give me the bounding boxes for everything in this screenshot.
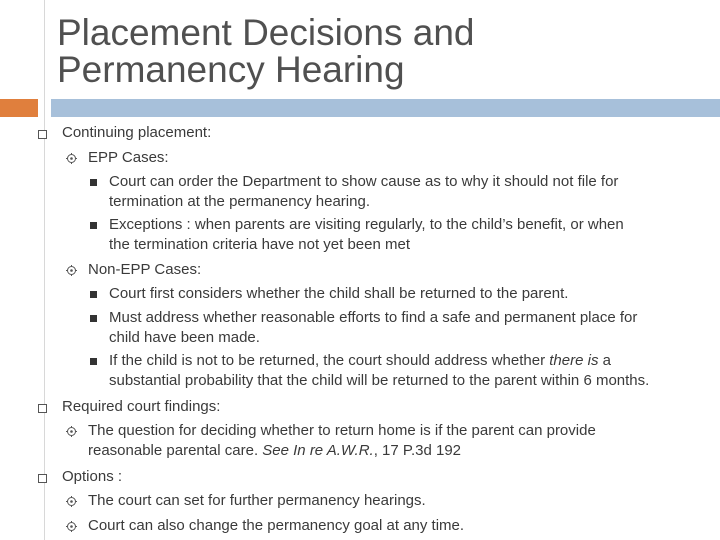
square-bullet-icon [38,474,47,483]
bullet-text-line-2: the termination criteria have not yet been met [109,236,410,253]
bullet-text-line-2: substantial probability that the child will be returned to the parent within 6 months. [109,372,650,389]
bullet-non-epp-cases [88,260,201,280]
bullet-text-line-2 [88,441,596,461]
text-segment: , 17 P.3d 192 [373,442,462,459]
bullet-text: EPP Cases: [88,149,169,166]
bullet-text-line-1: Must address whether reasonable efforts to find a safe and permanent place for [109,309,638,326]
filled-square-bullet-icon [90,315,97,322]
filled-square-bullet-icon [90,358,97,365]
bullet-text: Required court findings: [62,398,221,415]
emphasis-text: there is [549,352,599,369]
crosshair-bullet-icon [66,153,77,164]
filled-square-bullet-icon [90,222,97,229]
crosshair-bullet-icon [66,496,77,507]
bullet-nonepp-reasonable-efforts [109,308,637,348]
square-bullet-icon [38,404,47,413]
crosshair-bullet-icon [66,426,77,437]
bullet-text: Court first considers whether the child shall be returned to the parent. [109,285,569,302]
filled-square-bullet-icon [90,179,97,186]
bullet-text: The court can set for further permanency hearings. [88,492,426,509]
bullet-epp-show-cause [109,172,618,212]
filled-square-bullet-icon [90,291,97,298]
text-segment: If the child is not to be returned, the court should address whether [109,352,550,369]
bullet-further-hearings [88,491,426,511]
bullet-text-line-1: Exceptions : when parents are visiting regularly, to the child’s benefit, or when [109,216,624,233]
bullet-nonepp-probability [109,351,649,391]
case-citation: See In re A.W.R. [262,442,374,459]
bullet-text: Options : [62,468,123,485]
slide-title-line-1: Placement Decisions and [57,12,475,53]
bullet-text: Non-EPP Cases: [88,261,202,278]
bullet-nonepp-returned [109,284,568,304]
bullet-text: Continuing placement: [62,124,212,141]
bullet-epp-cases [88,148,169,168]
text-segment: reasonable parental care. [88,442,263,459]
bullet-options [62,467,122,487]
crosshair-bullet-icon [66,265,77,276]
bullet-text-line-1: The question for deciding whether to return home is if the parent can provide [88,422,596,439]
bullet-return-home-question [88,421,596,461]
bullet-required-findings [62,397,220,417]
bullet-text-line-1: Court can order the Department to show cause as to why it should not file for [109,173,619,190]
bullet-text-line-2: child have been made. [109,329,260,346]
square-bullet-icon [38,130,47,139]
bullet-change-goal [88,516,464,536]
text-segment: a [598,352,611,369]
bullet-epp-exceptions [109,215,624,255]
bullet-text-line-2: termination at the permanency hearing. [109,193,370,210]
bullet-text-line-1 [109,351,649,371]
bullet-text: Court can also change the permanency goal at any time. [88,517,465,534]
slide-title-line-2: Permanency Hearing [57,49,405,90]
crosshair-bullet-icon [66,521,77,532]
bullet-continuing-placement [62,123,211,143]
